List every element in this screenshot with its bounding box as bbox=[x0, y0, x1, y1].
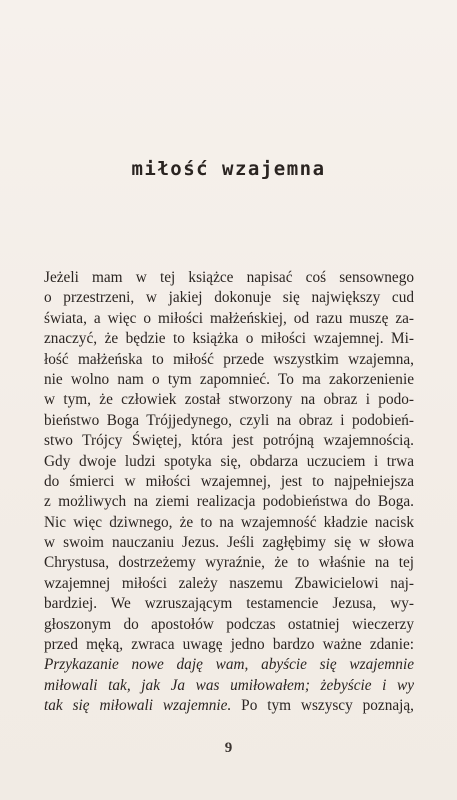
text-line: wzajemnej miłości zależy naszemu Zbawicielowi naj- bbox=[44, 574, 414, 592]
text-line: w tym, że człowiek został stworzony na obraz i podo- bbox=[44, 391, 414, 409]
text-line: o przestrzeni, w jakiej dokonuje się największy cud bbox=[44, 289, 414, 307]
text-line: nie wolno nam o tym zapomnieć. To ma zakorzenienie bbox=[44, 370, 414, 388]
chapter-title: miłość wzajemna bbox=[131, 158, 326, 180]
normal-fragment: Po tym wszyscy poznają, bbox=[231, 697, 414, 715]
text-line: z możliwych na ziemi realizacja podobieństwa do Boga. bbox=[44, 493, 414, 511]
text-line: bardziej. We wzruszającym testamencie Jezusa, wy- bbox=[44, 595, 414, 613]
text-line: bieństwo Boga Trójjedynego, czyli na obraz i podobień- bbox=[44, 411, 414, 429]
text-line: Jeżeli mam w tej książce napisać coś sensownego bbox=[44, 269, 414, 286]
page-number: 9 bbox=[224, 740, 233, 756]
italic-fragment: tak się miłowali wzajemnie. bbox=[44, 697, 232, 715]
text-line: Chrystusa, dostrzeżemy wyraźnie, że to właśnie na tej bbox=[44, 554, 414, 572]
text-line: głoszonym do apostołów podczas ostatniej wieczerzy bbox=[44, 615, 414, 633]
text-line: do śmierci w miłości wzajemnej, jest to najpełniejsza bbox=[44, 472, 414, 490]
text-line: Gdy dwoje ludzi spotyka się, obdarza uczuciem i trwa bbox=[44, 452, 414, 470]
text-line: świata, a więc o miłości małżeńskiej, od razu muszę za- bbox=[44, 309, 414, 327]
text-line-mixed bbox=[44, 696, 414, 716]
text-line: stwo Trójcy Świętej, która jest potrójną wzajemnością. bbox=[44, 432, 414, 450]
text-line: przed męką, zwraca uwagę jedno bardzo ważne zdanie: bbox=[44, 636, 414, 654]
text-line: w swoim nauczaniu Jezus. Jeśli zagłębimy się w słowa bbox=[44, 534, 414, 552]
text-line: znaczyć, że będzie to książka o miłości wzajemnej. Mi- bbox=[44, 330, 414, 348]
text-line-italic: miłowali tak, jak Ja was umiłowałem; żebyście i wy bbox=[44, 676, 414, 694]
text-line: łość małżeńska to miłość przede wszystkim wzajemna, bbox=[44, 350, 414, 368]
text-line-italic: Przykazanie nowe daję wam, abyście się wzajemnie bbox=[44, 656, 414, 674]
body-text bbox=[44, 268, 414, 717]
text-line: Nic więc dziwnego, że to na wzajemność kładzie nacisk bbox=[44, 513, 414, 531]
